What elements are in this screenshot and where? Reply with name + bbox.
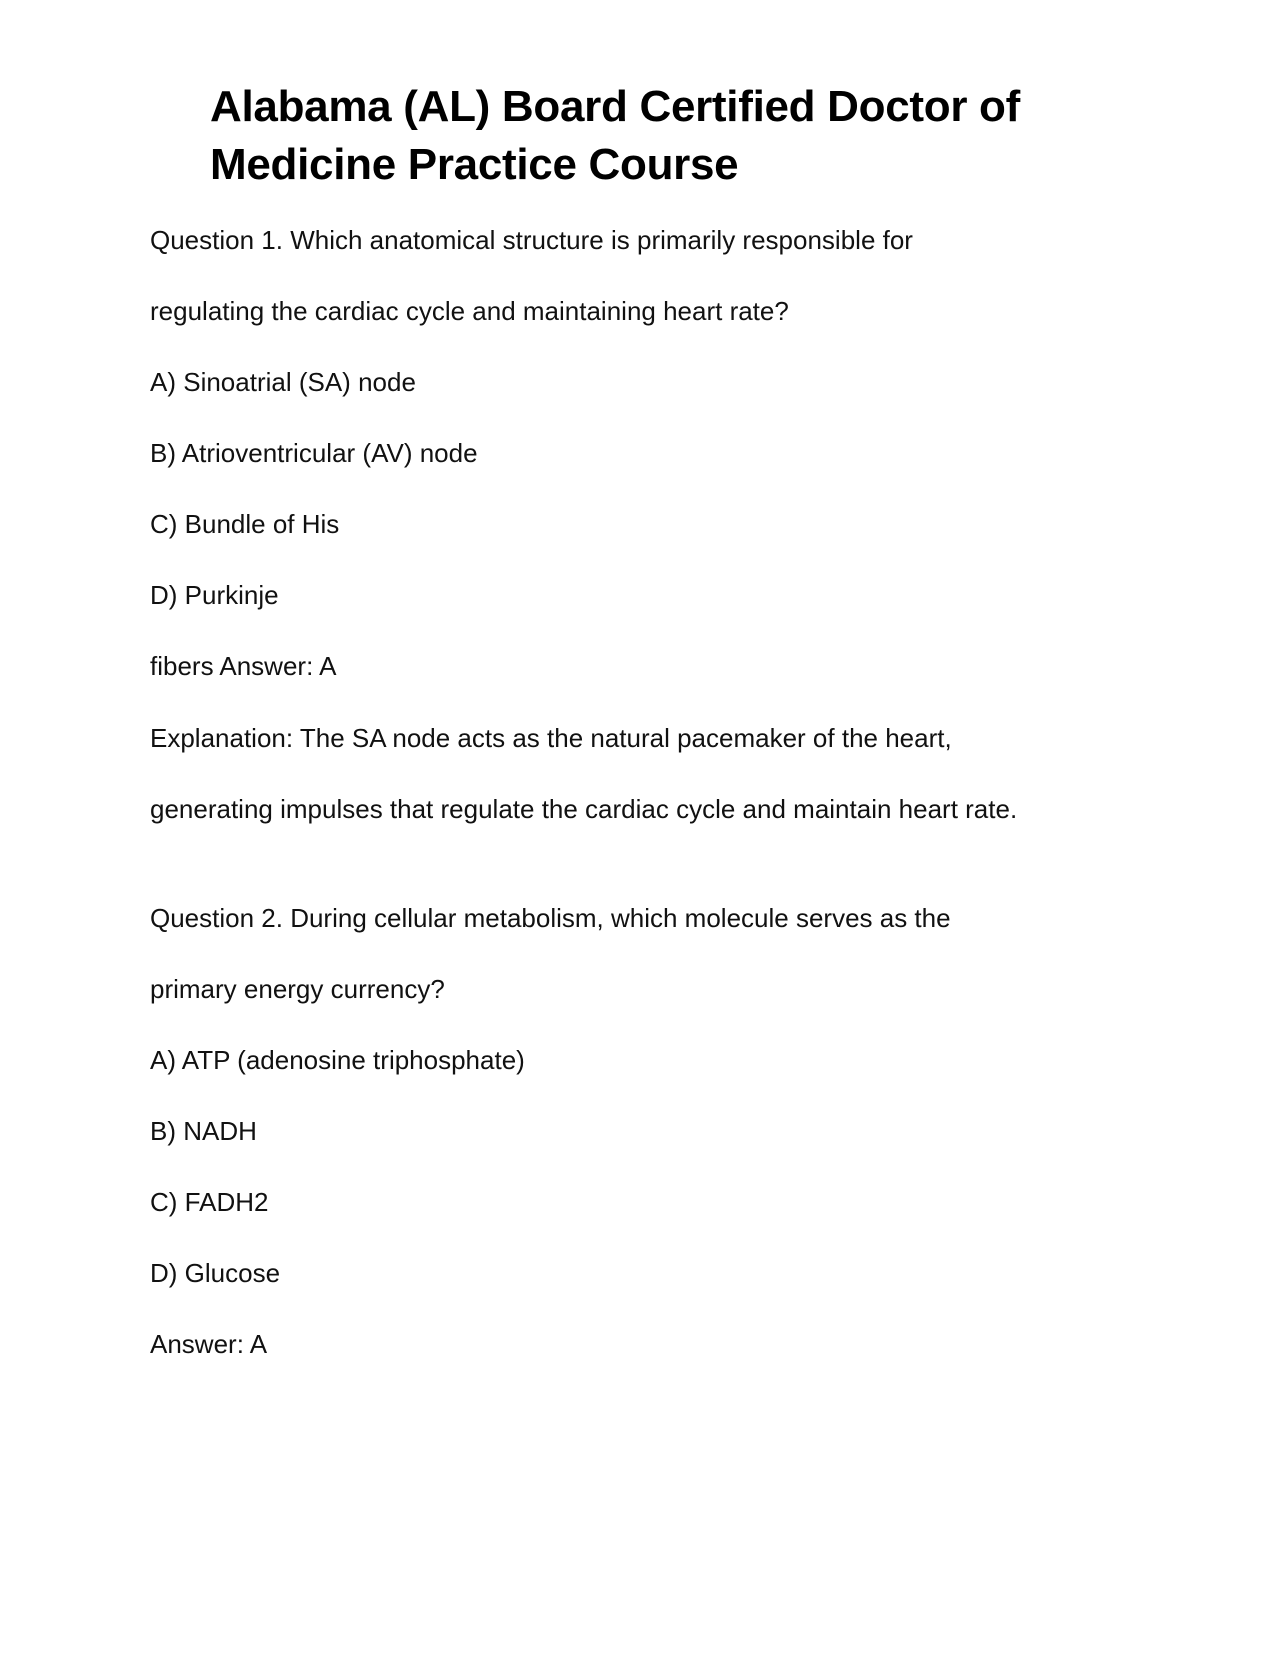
question-1-explanation-line-1: Explanation: The SA node acts as the natural pacemaker of the heart,	[150, 723, 952, 753]
question-2-option-a: A) ATP (adenosine triphosphate)	[150, 1045, 525, 1075]
question-1-option-d: D) Purkinje	[150, 580, 279, 610]
question-1-stem-line-2: regulating the cardiac cycle and maintaining heart rate?	[150, 296, 789, 326]
question-1-option-c: C) Bundle of His	[150, 509, 340, 539]
question-1-option-a: A) Sinoatrial (SA) node	[150, 367, 416, 397]
question-2-option-d: D) Glucose	[150, 1258, 281, 1288]
question-2-option-c: C) FADH2	[150, 1187, 269, 1217]
question-2-option-b: B) NADH	[150, 1116, 257, 1146]
document-title: Alabama (AL) Board Certified Doctor of Medicine Practice Course	[210, 82, 1020, 189]
question-2-stem-line-1: Question 2. During cellular metabolism, which molecule serves as the	[150, 903, 951, 933]
question-2-answer: Answer: A	[150, 1329, 268, 1359]
question-1-option-b: B) Atrioventricular (AV) node	[150, 438, 478, 468]
question-1-explanation-line-2: generating impulses that regulate the cardiac cycle and maintain heart rate.	[150, 794, 1018, 824]
question-1-stem-line-1: Question 1. Which anatomical structure is primarily responsible for	[150, 225, 913, 255]
question-1-answer: fibers Answer: A	[150, 651, 337, 681]
question-2-stem-line-2: primary energy currency?	[150, 974, 445, 1004]
